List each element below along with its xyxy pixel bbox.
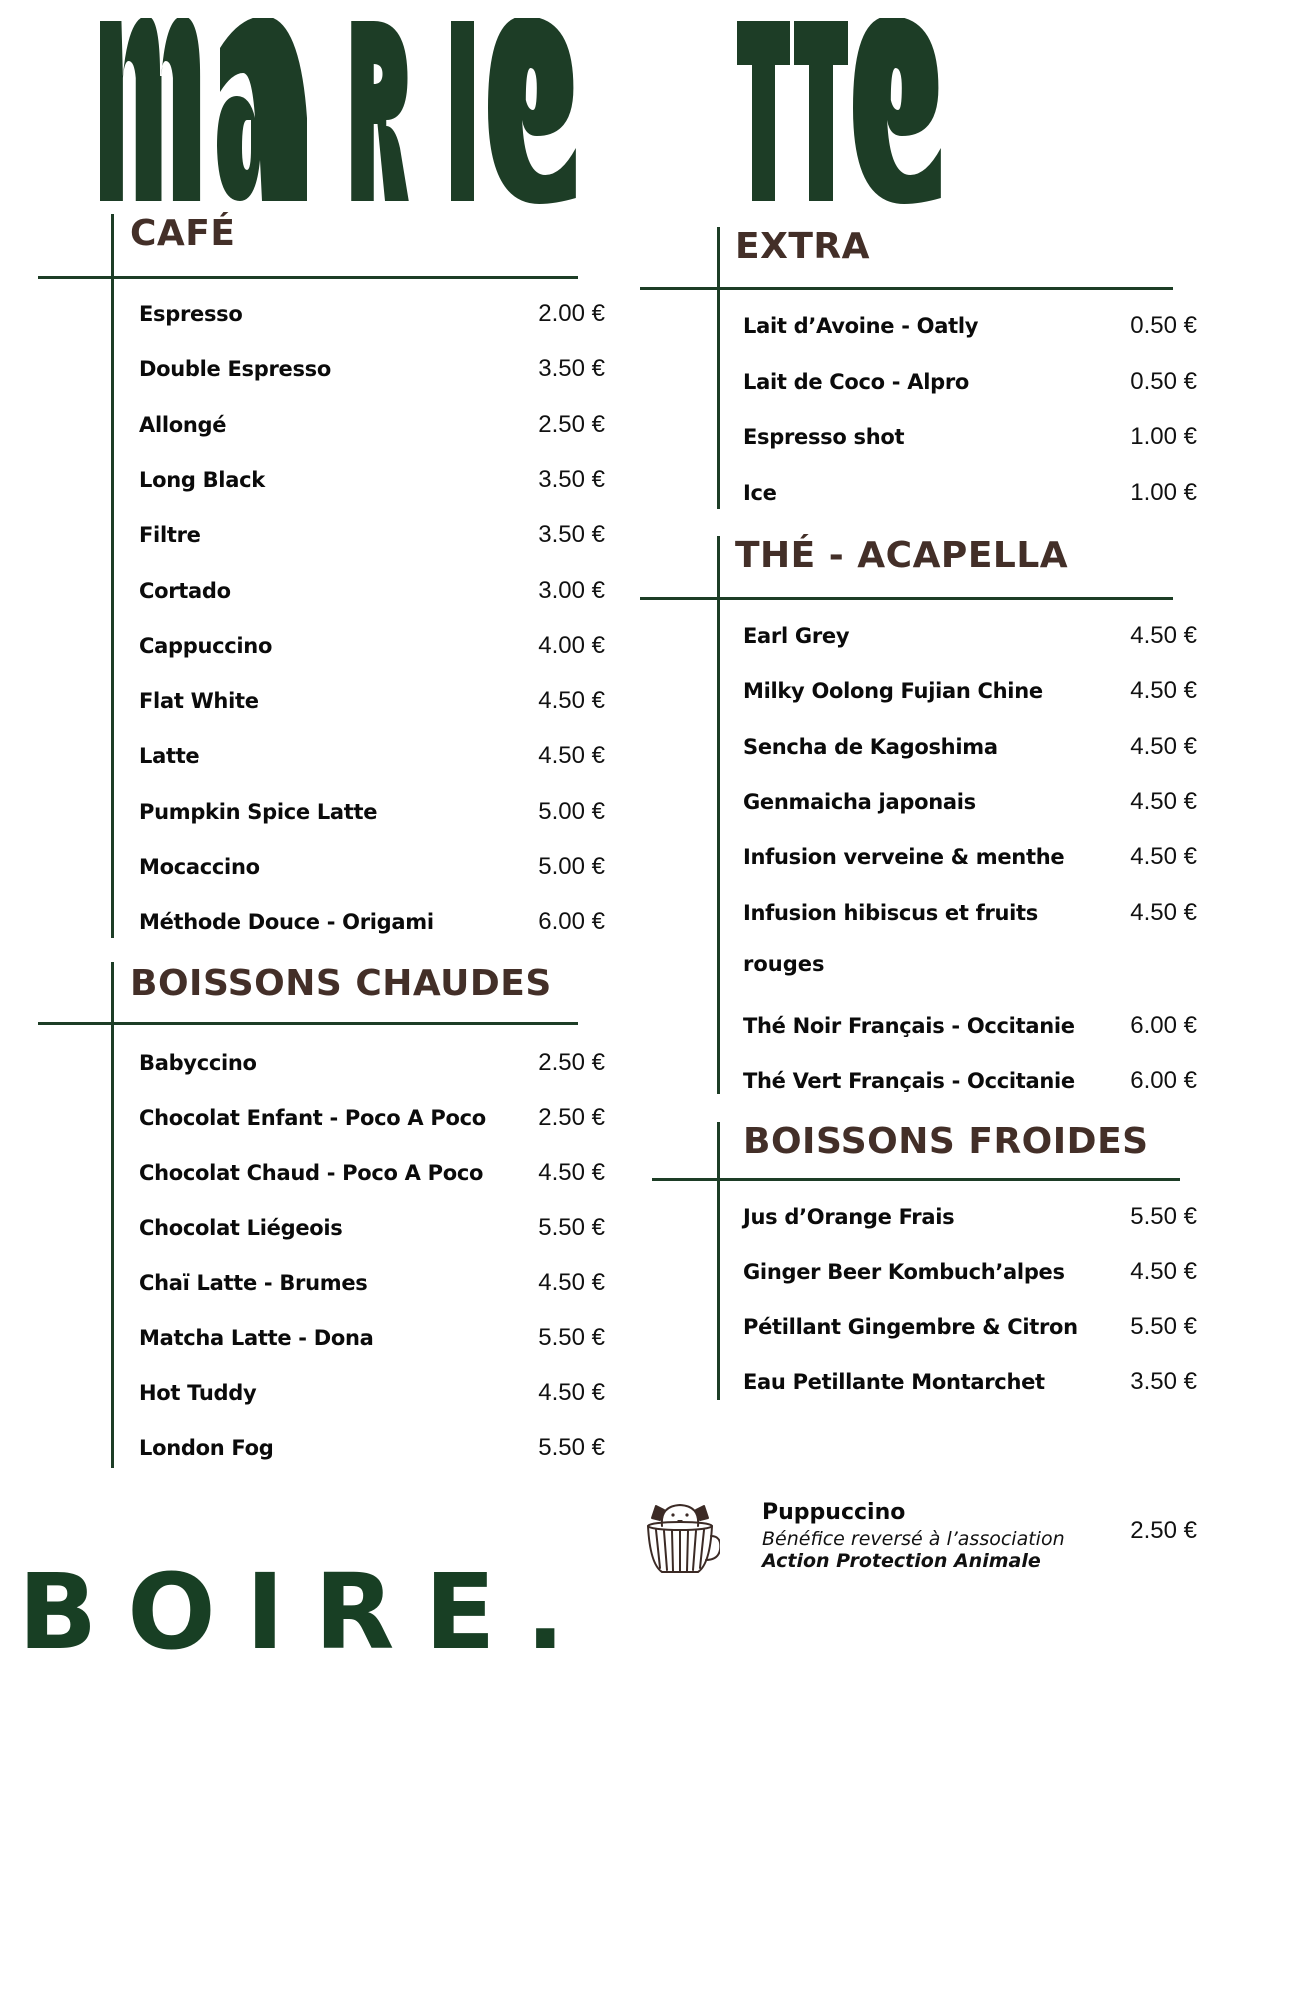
menu-item: [743, 837, 1197, 877]
menu-item: [139, 349, 605, 389]
item-price: 3.50 €: [538, 355, 605, 383]
item-name: Lait d’Avoine - Oatly: [743, 314, 979, 338]
item-name: Thé Vert Français - Occitanie: [743, 1069, 1075, 1093]
section-divider-horizontal: [652, 1178, 1180, 1181]
item-price: 3.50 €: [538, 521, 605, 549]
menu-item: [743, 616, 1197, 656]
item-price: 4.50 €: [1130, 732, 1197, 760]
item-price: 4.50 €: [1130, 677, 1197, 705]
menu-item: [743, 1362, 1197, 1402]
menu-item: [743, 362, 1197, 402]
item-name: Thé Noir Français - Occitanie: [743, 1014, 1075, 1038]
item-name: Filtre: [139, 523, 201, 548]
section-title: EXTRA: [735, 226, 870, 267]
item-name: Infusion verveine & menthe: [743, 845, 1065, 870]
item-price: 1.00 €: [1130, 478, 1197, 506]
section-title: BOISSONS FROIDES: [743, 1121, 1149, 1162]
puppuccino-price: 2.50 €: [1130, 1517, 1197, 1544]
item-name: Ginger Beer Kombuch’alpes: [743, 1260, 1065, 1284]
menu-item: [139, 1263, 605, 1303]
item-price: 3.50 €: [538, 465, 605, 493]
item-name: Méthode Douce - Origami: [139, 910, 434, 935]
item-name: Chaï Latte - Brumes: [139, 1271, 368, 1295]
menu-item: [743, 1307, 1197, 1347]
dog-in-cup-icon: [640, 1496, 720, 1578]
item-price: 6.00 €: [538, 908, 605, 936]
item-name: Ice: [743, 480, 777, 505]
item-price: 2.50 €: [538, 1104, 605, 1131]
item-price: 4.50 €: [1130, 1258, 1197, 1285]
menu-item: [139, 1043, 605, 1083]
item-price: 4.50 €: [1130, 622, 1197, 649]
menu-item: [743, 306, 1197, 346]
menu-item: [743, 1006, 1197, 1046]
item-name: Infusion hibiscus et fruits: [743, 900, 1038, 925]
puppuccino-note: Bénéfice reversé à l’association: [762, 1528, 1065, 1550]
item-name: Flat White: [139, 689, 259, 714]
item-name: Milky Oolong Fujian Chine: [743, 679, 1043, 704]
item-price: 5.00 €: [538, 853, 605, 880]
item-name-continuation: rouges: [743, 952, 825, 976]
section-divider-vertical: [111, 214, 114, 938]
section-divider-vertical: [717, 536, 720, 1094]
menu-item: [139, 1098, 605, 1138]
menu-item: [139, 681, 605, 721]
item-price: 0.50 €: [1130, 312, 1197, 339]
section-divider-vertical: [717, 227, 720, 509]
menu-item: [743, 893, 1197, 933]
item-price: 1.00 €: [1130, 423, 1197, 450]
menu-item: [743, 473, 1197, 513]
item-name: Lait de Coco - Alpro: [743, 369, 970, 394]
section-title: BOISSONS CHAUDES: [130, 963, 552, 1004]
item-price: 6.00 €: [1130, 1012, 1197, 1039]
item-name: Babyccino: [139, 1051, 257, 1075]
item-name: Jus d’Orange Frais: [743, 1205, 955, 1229]
menu-item: [743, 1252, 1197, 1292]
item-price: 5.50 €: [1130, 1313, 1197, 1340]
menu-item: [139, 736, 605, 776]
menu-item: [743, 727, 1197, 767]
menu-item: [139, 1428, 605, 1468]
footer-word-boire: BOIRE.: [18, 1551, 596, 1673]
item-name: Pumpkin Spice Latte: [139, 799, 378, 824]
item-price: 3.50 €: [1130, 1368, 1197, 1395]
menu-item: [139, 902, 605, 942]
item-name: Latte: [139, 744, 200, 769]
item-price: 5.50 €: [1130, 1203, 1197, 1230]
item-price: 2.50 €: [538, 410, 605, 438]
item-name: Double Espresso: [139, 357, 331, 382]
menu-item: [139, 1318, 605, 1358]
item-price: 5.50 €: [538, 1434, 605, 1461]
item-name: Mocaccino: [139, 855, 260, 879]
menu-item: [139, 571, 605, 611]
item-name: Matcha Latte - Dona: [139, 1326, 374, 1350]
item-price: 4.50 €: [538, 1379, 605, 1406]
item-price: 6.00 €: [1130, 1067, 1197, 1094]
item-name: Chocolat Liégeois: [139, 1216, 343, 1240]
item-price: 5.50 €: [538, 1214, 605, 1241]
item-price: 4.50 €: [538, 1159, 605, 1186]
item-name: Chocolat Chaud - Poco A Poco: [139, 1161, 484, 1185]
menu-item: [743, 417, 1197, 457]
menu-item: [139, 1373, 605, 1413]
puppuccino-name: Puppuccino: [762, 1500, 906, 1525]
menu-item: [743, 1061, 1197, 1101]
item-price: 4.50 €: [538, 1269, 605, 1296]
menu-item: [139, 626, 605, 666]
menu-item: [139, 515, 605, 555]
menu-item: [139, 1208, 605, 1248]
item-price: 4.50 €: [538, 742, 605, 770]
menu-item: [743, 671, 1197, 711]
item-name: Hot Tuddy: [139, 1381, 257, 1405]
item-name: Pétillant Gingembre & Citron: [743, 1315, 1078, 1339]
item-name: Allongé: [139, 412, 227, 437]
menu-item: [139, 792, 605, 832]
menu-item: [743, 782, 1197, 822]
item-name: Genmaicha japonais: [743, 789, 976, 814]
mariette-logo: [100, 18, 1210, 204]
item-name: Cappuccino: [139, 633, 273, 658]
item-name: Cortado: [139, 578, 231, 603]
item-name: Espresso: [139, 302, 243, 326]
item-name: Eau Petillante Montarchet: [743, 1370, 1045, 1394]
section-divider-horizontal: [640, 597, 1173, 600]
item-price: 4.50 €: [1130, 787, 1197, 815]
section-divider-horizontal: [38, 1022, 578, 1025]
logo-text: MARIETTE: [100, 18, 106, 19]
item-price: 5.50 €: [538, 1324, 605, 1351]
section-divider-horizontal: [640, 287, 1173, 290]
item-price: 4.00 €: [538, 631, 605, 659]
item-name: London Fog: [139, 1436, 274, 1460]
menu-item: [139, 405, 605, 445]
section-title: CAFÉ: [130, 213, 236, 254]
item-price: 0.50 €: [1130, 367, 1197, 395]
item-name: Long Black: [139, 467, 265, 492]
section-divider-vertical: [111, 962, 114, 1468]
menu-item: [139, 847, 605, 887]
item-price: 4.50 €: [1130, 843, 1197, 871]
puppuccino-association: Action Protection Animale: [762, 1550, 1041, 1572]
section-divider-horizontal: [38, 276, 578, 279]
item-price: 2.00 €: [538, 300, 605, 327]
item-name: Chocolat Enfant - Poco A Poco: [139, 1106, 486, 1130]
item-name: Sencha de Kagoshima: [743, 734, 998, 759]
menu-item: [139, 1153, 605, 1193]
menu-item: [139, 294, 605, 334]
item-price: 2.50 €: [538, 1049, 605, 1076]
item-price: 4.50 €: [538, 687, 605, 715]
menu-item: [743, 1197, 1197, 1237]
item-price: 5.00 €: [538, 797, 605, 825]
item-name: Espresso shot: [743, 425, 905, 449]
item-name: Earl Grey: [743, 624, 850, 648]
section-title: THÉ - ACAPELLA: [735, 535, 1069, 576]
menu-item: [139, 460, 605, 500]
item-price: 3.00 €: [538, 576, 605, 604]
item-price: 4.50 €: [1130, 898, 1197, 926]
section-divider-vertical: [717, 1122, 720, 1400]
